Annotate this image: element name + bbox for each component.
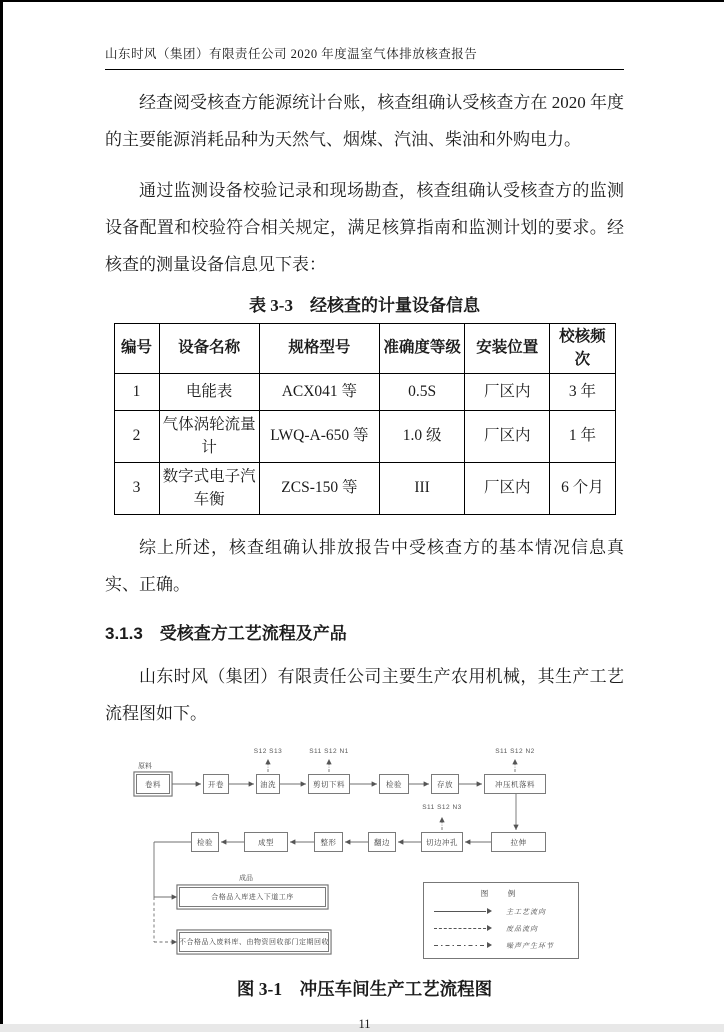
raw-material-label: 原料 — [138, 763, 152, 771]
flow-box-press-blanking: 冲压机落料 — [484, 774, 546, 794]
col-header-frequency: 校核频次 — [550, 324, 615, 374]
flow-box-shear-cutting: 剪切下料 — [308, 774, 350, 794]
page-number: 11 — [358, 1017, 371, 1032]
paragraph-monitoring-devices: 通过监测设备校验记录和现场勘查，核查组确认受核查方的监测设备配置和校验符合相关规定，满足核算指南和监测计划的要求。经核查的测量设备信息见下表： — [105, 181, 624, 275]
flow-box-flanging: 翻边 — [368, 832, 396, 852]
paragraph-conclusion: 综上所述，核查组确认排放报告中受核查方的基本情况信息真实、正确。 — [105, 538, 624, 595]
col-header-name: 设备名称 — [159, 324, 259, 374]
col-header-location: 安装位置 — [465, 324, 550, 374]
noise-code-s12-s13: S12 S13 — [253, 748, 283, 756]
cell-no: 2 — [114, 411, 159, 463]
cell-name: 数字式电子汽车衡 — [159, 463, 259, 515]
solid-arrow-icon — [434, 911, 492, 912]
legend-item-noise-point: 噪声产生环节 — [434, 937, 568, 954]
section-heading: 3.1.3 受核查方工艺流程及产品 — [105, 624, 347, 644]
legend-item-main-flow: 主工艺流向 — [434, 903, 568, 920]
cell-accuracy: III — [380, 463, 465, 515]
unqualified-products-box: 不合格品入废料库、由物资回收部门定期回收 — [179, 932, 329, 952]
flow-box-reshaping: 整形 — [314, 832, 343, 852]
paragraph-energy-account: 经查阅受核查方能源统计台账，核查组确认受核查方在 2020 年度的主要能源消耗品种为天然气、烟煤、汽油、柴油和外购电力。 — [105, 93, 624, 150]
flow-box-storage: 存放 — [431, 774, 459, 794]
cell-accuracy: 0.5S — [380, 374, 465, 411]
figure-caption: 图 3-1 冲压车间生产工艺流程图 — [236, 979, 493, 1000]
dashed-arrow-icon — [434, 928, 492, 929]
flow-box-inspection-1: 检验 — [379, 774, 409, 794]
legend-item-waste-flow: 废品流向 — [434, 920, 568, 937]
table-row — [114, 374, 615, 411]
cell-location: 厂区内 — [465, 374, 550, 411]
doc-header-title: 山东时风（集团）有限责任公司 2020 年度温室气体排放核查报告 — [105, 47, 478, 61]
flow-box-oil-wash: 油洗 — [256, 774, 280, 794]
cell-frequency: 6 个月 — [550, 463, 615, 515]
flow-box-uncoil: 开卷 — [203, 774, 229, 794]
table-header-row — [114, 324, 615, 374]
table-row — [114, 463, 615, 515]
flow-box-inspection-2: 检验 — [191, 832, 219, 852]
table-row — [114, 411, 615, 463]
noise-code-s11-s12-n1: S11 S12 N1 — [309, 748, 349, 756]
cell-name: 电能表 — [159, 374, 259, 411]
cell-frequency: 1 年 — [550, 411, 615, 463]
content-area — [3, 2, 724, 1032]
col-header-model: 规格型号 — [259, 324, 379, 374]
col-header-accuracy: 准确度等级 — [380, 324, 465, 374]
cell-name: 气体涡轮流量计 — [159, 411, 259, 463]
flow-box-forming: 成型 — [244, 832, 288, 852]
noise-code-s11-s12-n2: S11 S12 N2 — [495, 748, 535, 756]
flow-box-coil: 卷料 — [136, 774, 170, 794]
paragraph-process-intro: 山东时风（集团）有限责任公司主要生产农用机械，其生产工艺流程图如下。 — [105, 667, 624, 724]
legend-box — [423, 882, 579, 959]
cell-frequency: 3 年 — [550, 374, 615, 411]
process-flowchart — [111, 742, 621, 970]
metering-devices-table — [114, 323, 616, 515]
legend-title: 图 例 — [480, 889, 522, 899]
finished-product-label: 成品 — [239, 875, 253, 883]
qualified-products-box: 合格品入库进入下道工序 — [179, 887, 326, 907]
cell-no: 1 — [114, 374, 159, 411]
col-header-no: 编号 — [114, 324, 159, 374]
table-title: 表 3-3 经核查的计量设备信息 — [249, 296, 480, 316]
cell-model: ACX041 等 — [259, 374, 379, 411]
cell-accuracy: 1.0 级 — [380, 411, 465, 463]
flow-box-drawing: 拉伸 — [491, 832, 546, 852]
doc-header — [105, 2, 624, 70]
cell-no: 3 — [114, 463, 159, 515]
cell-model: ZCS-150 等 — [259, 463, 379, 515]
flow-box-trim-punch: 切边冲孔 — [421, 832, 463, 852]
cell-location: 厂区内 — [465, 411, 550, 463]
dashdot-arrow-icon — [434, 945, 492, 946]
cell-location: 厂区内 — [465, 463, 550, 515]
cell-model: LWQ-A-650 等 — [259, 411, 379, 463]
noise-code-s11-s12-n3: S11 S12 N3 — [422, 804, 462, 812]
